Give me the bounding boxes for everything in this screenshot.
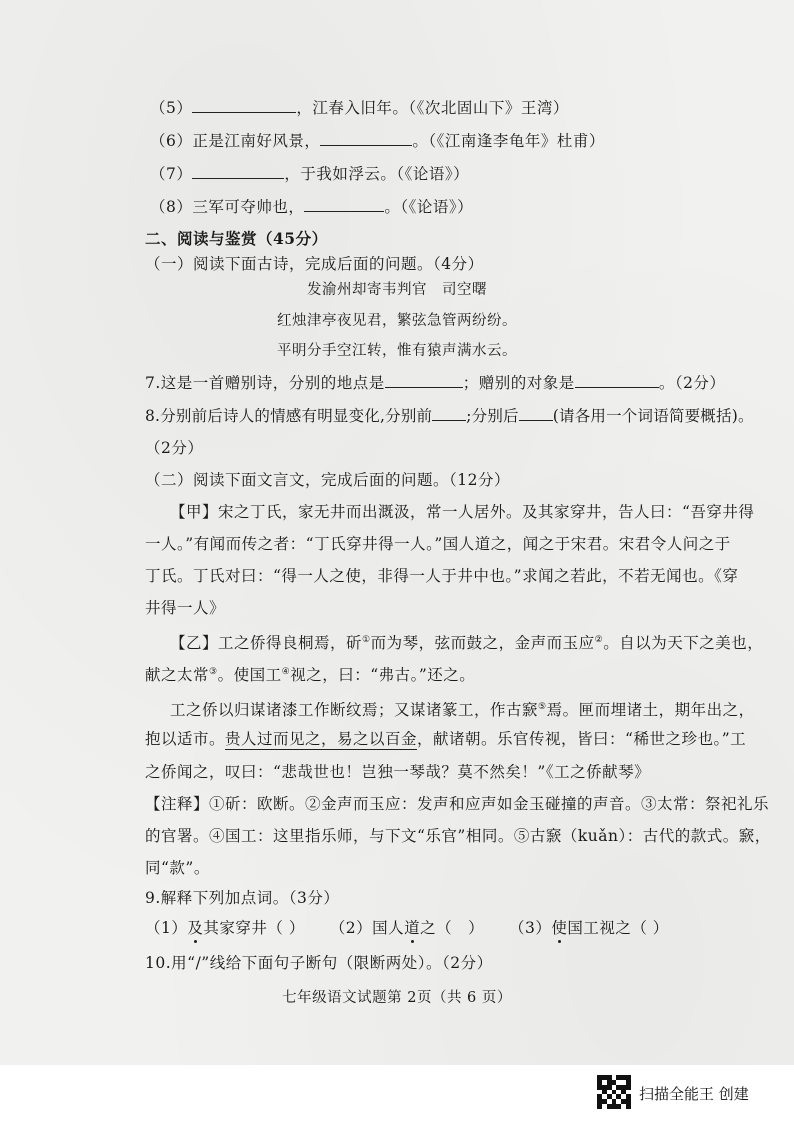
poem-title: 发渝州却寄韦判官 司空曙 [307, 282, 487, 298]
passage-text: 献之太常 [145, 666, 210, 685]
question-10: 10.用“/”线给下面句子断句（限断两处）。（2分） [145, 954, 493, 972]
passage-a-line: 【甲】宋之丁氏，家无井而出溉汲，常一人居外。及其家穿井，告人曰：“吾穿井得 [170, 503, 755, 521]
footnote-mark: ④ [281, 667, 291, 677]
passage-text: 。自以为天下之美也， [603, 634, 764, 653]
notes-line: 同“款”。 [145, 859, 210, 877]
item-text[interactable]: 其家穿井（ ） [203, 919, 305, 937]
passage-a-line: 丁氏。丁氏对曰：“得一人之使，非得一人于井中也。”求闻之若此，不若无闻也。《穿 [145, 567, 739, 585]
answer-blank[interactable] [304, 197, 384, 212]
footnote-mark: ② [594, 635, 604, 645]
page-footer: 七年级语文试题第 2页（共 6 页） [282, 990, 512, 1006]
item-number: （5） [150, 99, 193, 117]
question-text: (请各用一个词语简要概括)。 [552, 407, 754, 425]
section-title: 二、阅读与鉴赏（45分） [145, 229, 328, 248]
item-text: 。（《论语》） [384, 198, 474, 216]
question-text: 。（2分） [658, 374, 726, 392]
question-text: ;分别后 [466, 407, 519, 425]
fill-item-7 [150, 164, 469, 184]
passage-text: 焉。匣而埋诸土，期年出之， [546, 701, 755, 720]
notes-line: 【注释】①斫：欧断。②金声而玉应：发声和应声如金玉碰撞的声音。③太常：祭祀礼乐 [145, 795, 770, 813]
answer-blank[interactable] [320, 131, 412, 146]
question-9-items [145, 918, 669, 938]
passage-a-line: 井得一人》 [145, 599, 226, 617]
fill-item-6 [150, 131, 605, 151]
passage-text: 而为琴，弦而鼓之，金声而玉应 [370, 634, 595, 653]
passage-b-line [170, 630, 763, 653]
passage-text: 工之侨以归谋诸漆工作断纹焉；又谋诸篆工，作古窾 [170, 701, 539, 720]
dotted-word: 及 [187, 919, 204, 937]
poem-line: 平明分手空江转，惟有猿声满水云。 [277, 343, 517, 359]
item-number: （8） [150, 198, 193, 216]
part-two-title: （二）阅读下面文言文，完成后面的问题。（12分） [145, 471, 510, 489]
item-text[interactable]: 国工视之（ ） [567, 919, 669, 937]
part-one-title: （一）阅读下面古诗，完成后面的问题。（4分） [145, 255, 484, 273]
passage-text: ，献诸朝。乐官传视，皆曰：“稀世之珍也。”工 [417, 730, 747, 748]
item-text[interactable]: 之（ ） [420, 919, 485, 937]
passage-text: 视之，曰：“弗古。”还之。 [290, 666, 476, 685]
question-8-points: （2分） [145, 439, 204, 457]
qr-code-icon [597, 1075, 631, 1109]
question-text: ；赠别的对象是 [462, 374, 575, 392]
item-text: 三军可夺帅也， [192, 198, 305, 216]
passage-b-line [145, 662, 475, 685]
passage-b-line: 之侨闻之，叹曰：“悲哉世也！岂独一琴哉？莫不然矣！”《工之侨献琴》 [145, 763, 651, 781]
footnote-mark: ③ [209, 667, 218, 677]
item-text: （3） [508, 919, 552, 937]
fill-item-5 [150, 98, 569, 118]
question-9-title: 9.解释下列加点词。（3分） [145, 889, 340, 907]
passage-b-line [145, 729, 746, 749]
answer-blank[interactable] [192, 98, 296, 113]
passage-text: 抱以适市。 [145, 730, 226, 748]
answer-blank[interactable] [575, 373, 659, 388]
underlined-sentence: 贵人过而见之，易之以百金 [225, 730, 418, 748]
item-text: 。（《江南逢李龟年》杜甫） [412, 132, 605, 150]
scanner-brand-label: 扫描全能王 创建 [639, 1085, 749, 1103]
dotted-word: 道 [404, 919, 421, 937]
dotted-word: 使 [551, 919, 568, 937]
answer-blank[interactable] [192, 164, 284, 179]
fill-item-8 [150, 197, 473, 217]
passage-a-line: 一人。”有闻而传之者：“丁氏穿井得一人。”国人道之，闻之于宋君。宋君令人问之于 [145, 535, 731, 553]
item-text: （1） [145, 919, 188, 937]
question-8 [145, 406, 754, 426]
passage-text: 。使国工 [217, 666, 282, 685]
notes-line: 的官署。④国工：这里指乐师，与下文“乐官”相同。⑤古窾（kuǎn）：古代的款式。窾， [145, 827, 771, 845]
question-7 [145, 373, 725, 393]
item-number: （6） [150, 132, 193, 150]
item-text: ，于我如浮云。（《论语》） [284, 165, 470, 183]
answer-blank[interactable] [432, 406, 466, 421]
question-text: 8.分别前后诗人的情感有明显变化,分别前 [145, 407, 433, 425]
footnote-mark: ⑤ [538, 702, 547, 712]
passage-b-line [170, 697, 755, 720]
item-text: ，江春入旧年。（《次北固山下》王湾） [296, 99, 569, 117]
item-number: （7） [150, 165, 193, 183]
item-text: 正是江南好风景， [192, 132, 321, 150]
passage-text: 【乙】工之侨得良桐焉，斫 [170, 634, 363, 653]
question-text: 7.这是一首赠别诗，分别的地点是 [145, 374, 385, 392]
item-text: （2）国人 [329, 919, 405, 937]
poem-line: 红烛津亭夜见君，繁弦急管两纷纷。 [277, 313, 517, 329]
answer-blank[interactable] [519, 406, 553, 421]
answer-blank[interactable] [385, 373, 463, 388]
footnote-mark: ① [362, 635, 371, 645]
